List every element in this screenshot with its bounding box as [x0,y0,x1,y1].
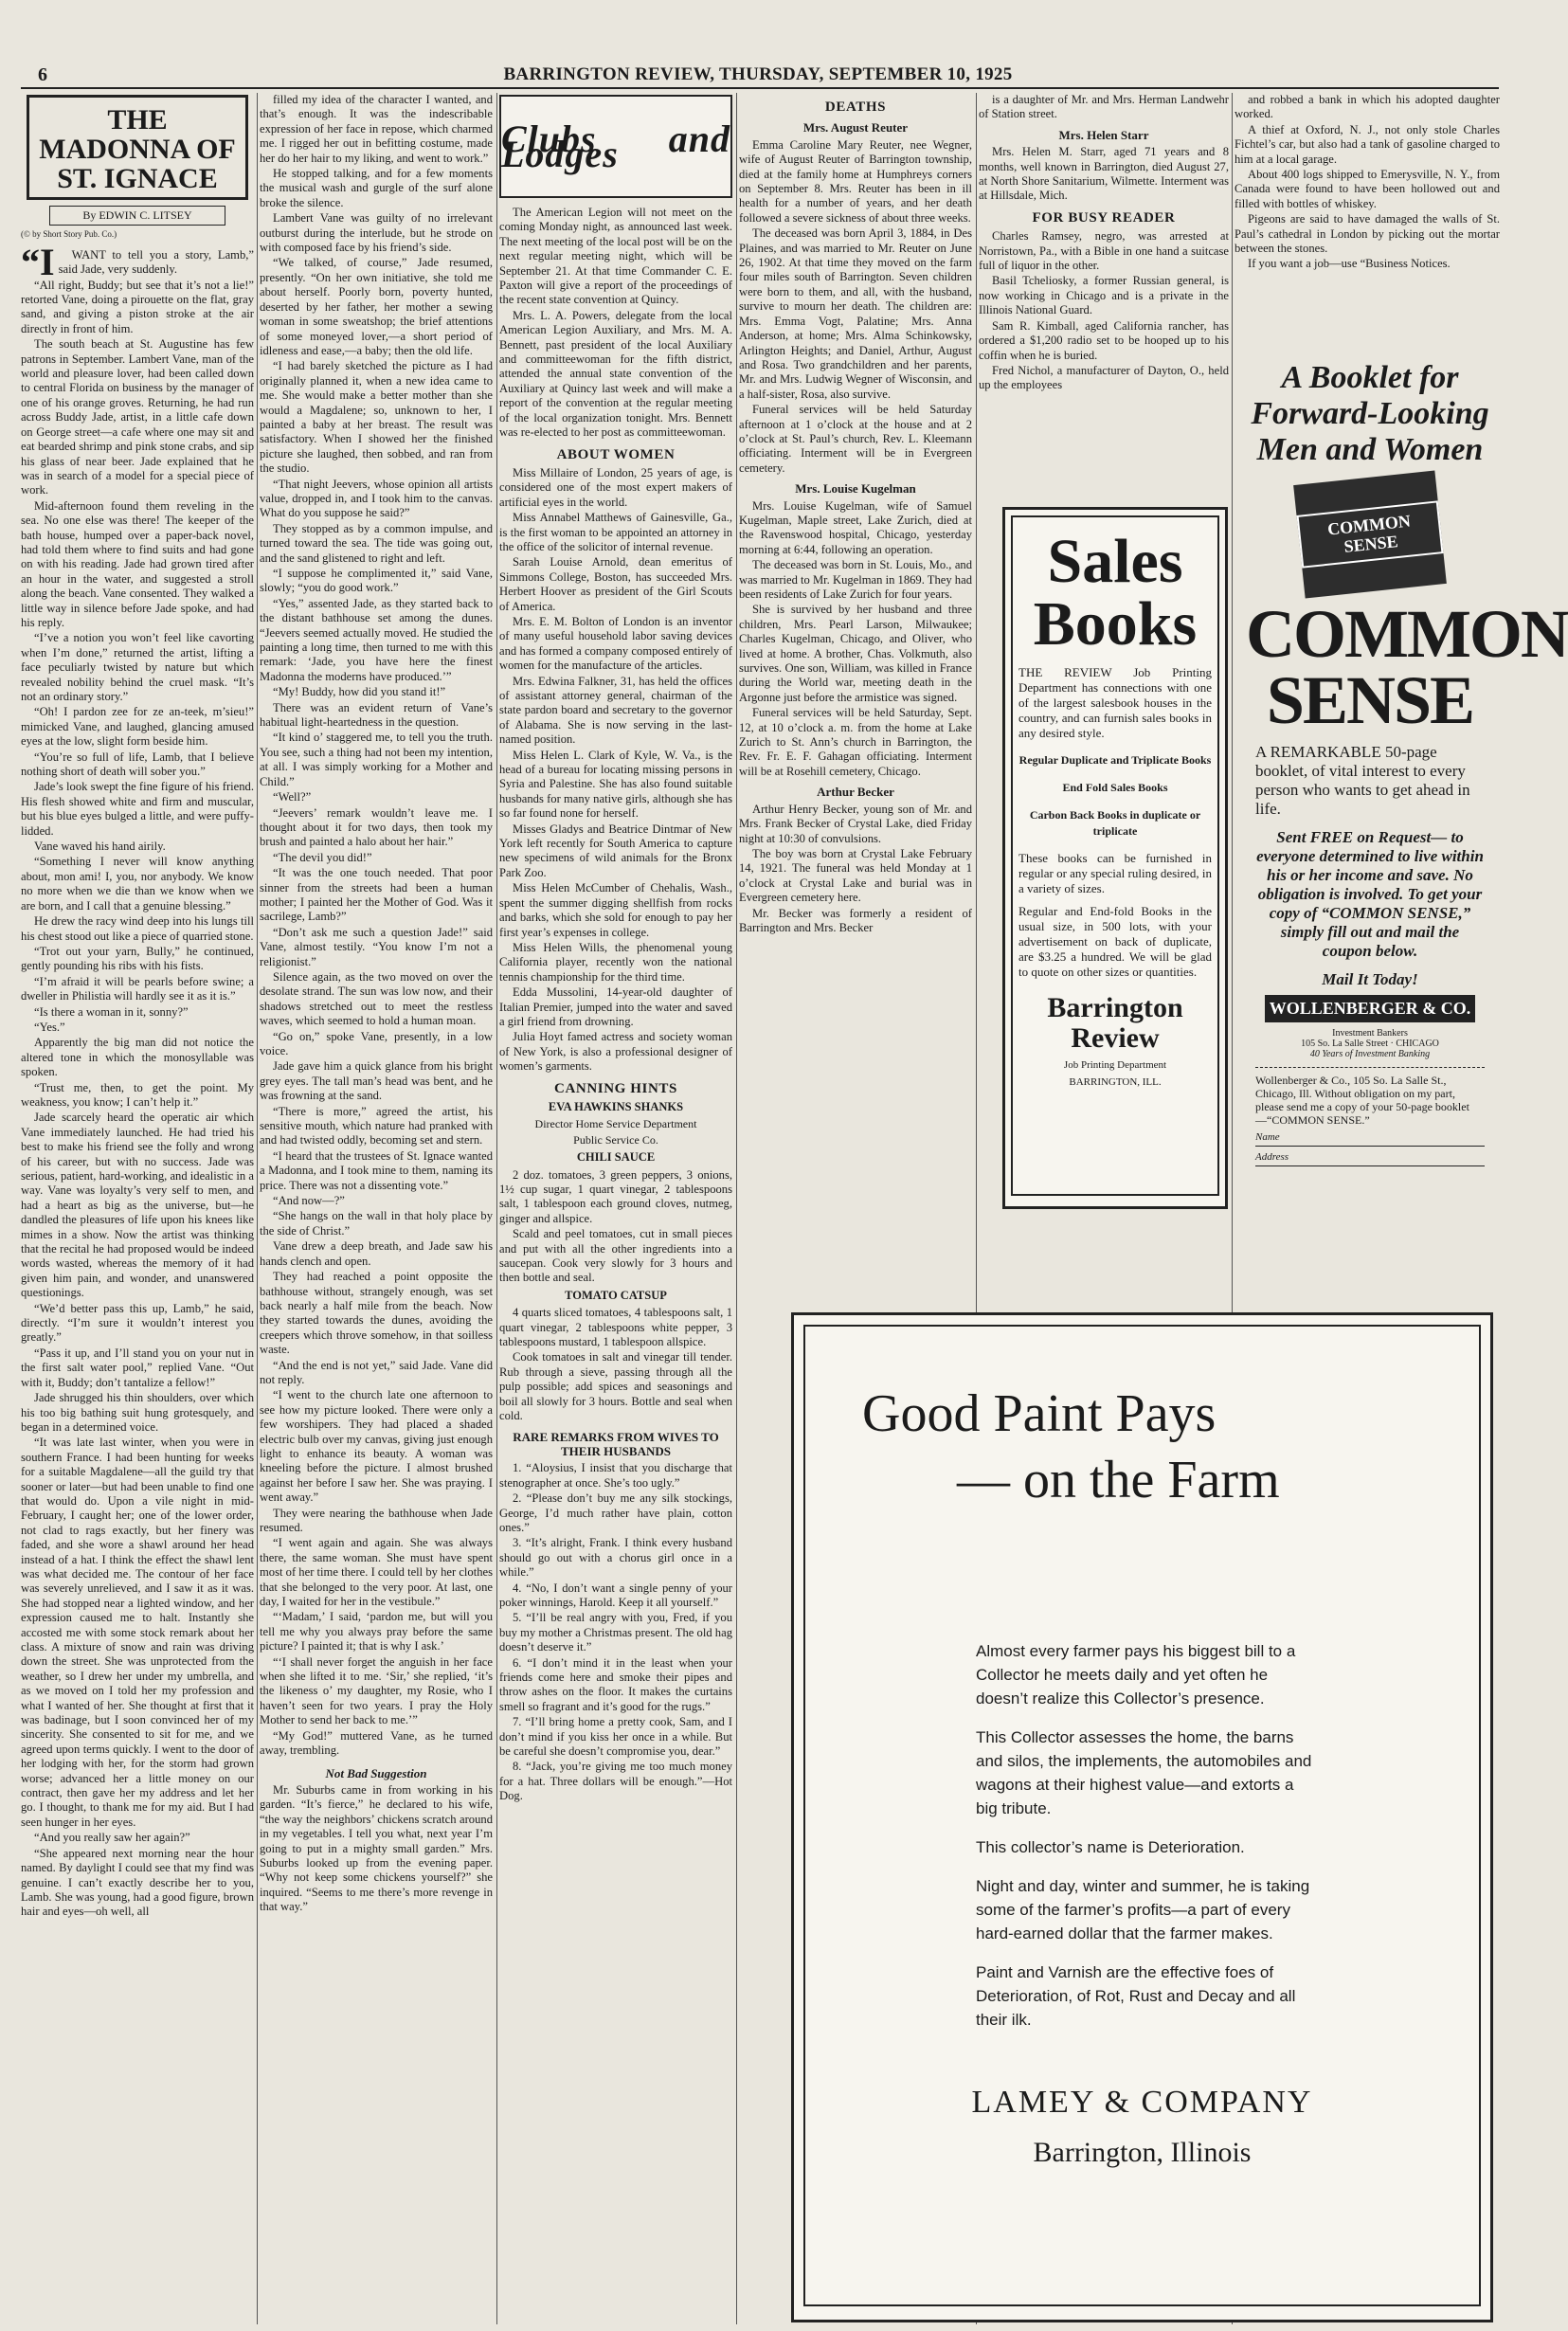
booklet-headline: A Booklet for Forward-Looking Men and Women [1251,360,1489,467]
canning-author-title: Director Home Service Department [534,1117,697,1131]
remark-item: 6. “I don’t mind it in the least when your friends come here and smoke their pipes and throw ashes on the floor. It makes the curtains smell so fragrant and it’s good for the rugs.” [499,1655,732,1713]
coupon-name-field[interactable]: Name [1255,1130,1485,1147]
sales-books-ad [1002,507,1228,1209]
story-paragraph: “We talked, of course,” Jade resumed, presently. “On her own initiative, she told me about herself. Poorly born, poverty hunted, deserted by her father, her mother a sewing woman in some sweatshop; the brief attentions of some moneyed lover,—a short period of idleness and ease,—a baby; then the old life. [260,256,493,357]
remark-item: 4. “No, I don’t want a single penny of your poker winnings, Harold. Keep it all yourself.” [499,1581,732,1609]
story-paragraph: There was an evident return of Vane’s habitual light-heartedness in the question. [260,700,493,730]
lamey-paint-ad [791,1312,1493,2322]
reuter-heading: Mrs. August Reuter [802,120,909,136]
remark-item: 2. “Please don’t buy me any silk stockings, George, I’d much rather have plain, cotton ones.” [499,1491,732,1534]
coupon-address-field[interactable]: Address [1255,1150,1485,1166]
women-heading: ABOUT WOMEN [556,446,676,462]
story-paragraph: “It was the one touch needed. That poor sinner from the streets had been a human mother; I painted her the Mother of God. Was it sacrilege, Lamb?” [260,866,493,924]
canning-author: EVA HAWKINS SHANKS [548,1099,684,1113]
busy-reader-item: Fred Nichol, a manufacturer of Dayton, O., held up the employees [979,363,1229,392]
obituary-paragraph: The deceased was born in St. Louis, Mo., and was married to Mr. Kugelman in 1869. They had been residents of Lake Zurich for four years. [739,558,972,601]
story-paragraph: “Well?” [273,790,312,804]
catsup-method: Cook tomatoes in salt and vinegar till tender. Rub through a sieve, passing through all the pulp possible; add spices and seasonings and boil all slowly for 3 hours. Bottle and seal when cold. [499,1350,732,1423]
lamey-paragraph: Paint and Varnish are the effective foes of Deterioration, of Rot, Rust and Decay and all their ilk. [976,1963,1296,2029]
sales-books-list-item: Regular Duplicate and Triplicate Books [1018,753,1212,767]
wollenberger-logo: WOLLENBERGER & CO. [1265,995,1475,1022]
story-paragraph: “There is more,” agreed the artist, his sensitive mouth, which nature had pranked with and had twisted oddly, becoming set and stern. [260,1104,493,1147]
busy-reader-item: Basil Tcheliosky, a former Russian general, is now working in Chicago and is a private in the Illinois National Guard. [979,274,1229,317]
coupon-text: Wollenberger & Co., 105 So. La Salle St., Chicago, Ill. Without obligation on my part, please send me a copy of your 50-page booklet—“COMMON SENSE.” [1255,1074,1469,1127]
page-header [0,63,1516,85]
clubs-body [499,206,732,441]
booklet-free-offer: Sent FREE on Request— to everyone determined to live within his or her income and save. No obligation is involved. To get your copy of “COMMON SENSE,” simply fill out and mail the coupon below. [1256,828,1484,960]
page-number: 6 [38,64,47,85]
obituary-paragraph: Emma Caroline Mary Reuter, nee Wegner, wife of August Reuter of Barrington township, died at the family home at Humphreys corners on September 8. Mrs. Reuter has been in ill health for a number of years, and her death followed a severe sickness of about three weeks. [739,137,972,225]
story-paragraph: Mid-afternoon found them reveling in the sea. No one else was there! The keeper of the bath house, humped over a paper-back novel, had told them where to find suits and had gone on with his reading. Jade had grown tired after an hour in the water, and suggested a stroll along the beach. Vane consented. They walked a little way in silence before Jade spoke, and had his reply. [21,498,254,629]
story-paragraph: Lambert Vane was guilty of no irrelevant outburst during the interlude, but he strode on with composed face by his friend’s side. [260,211,493,255]
story-paragraph: “That night Jeevers, whose opinion all artists value, dropped in, and I took him to the canvas. What do you suppose he said?” [260,477,493,520]
obituary-paragraph: Mr. Becker was formerly a resident of Barrington and Mrs. Becker [739,906,972,934]
story-paragraph: Jade shrugged his thin shoulders, over which his too big bathing suit hung grotesquely, and began in a determined voice. [21,1391,254,1434]
story-paragraph: Jade gave him a quick glance from his bright grey eyes. The tall man’s head was bent, and he was frowning at the sand. [260,1059,493,1103]
remark-item: 8. “Jack, you’re giving me too much money for a hat. Three dollars will be enough.”—Hot Dog. [499,1760,732,1803]
story-paragraph: WANT to tell you a story, Lamb,” said Jade, very suddenly. [58,247,254,277]
catsup-ingredients: 4 quarts sliced tomatoes, 4 tablespoons salt, 1 quart vinegar, 2 tablespoons white pepper, 3 tablespoons mustard, 1 tablespoon allspice. [499,1306,732,1349]
lamey-headline-2: — on the Farm [957,1451,1280,1509]
story-paragraph: “Trust me, then, to get the point. My weakness, you know; I can’t help it.” [21,1080,254,1109]
story-title: THE MADONNA OF ST. IGNACE [27,95,248,200]
sales-books-title: Sales Books [1033,527,1198,659]
chili-sauce-method: Scald and peel tomatoes, cut in small pieces and put with all the other ingredients into a saucepan. Cook very slowly for 3 hours and then bottle and seal. [499,1227,732,1285]
story-paragraph: “And you really saw her again?” [34,1831,190,1845]
story-paragraph: Jade scarcely heard the operatic air which Vane immediately launched. He had tried his best to make his friend see the folly and wrong of his career, but with no success. Jade was serious, patient, hard-working, and idealistic in a way. Vane was loyalty’s very self to men, and had a heart as big as the universe, but—he dandled the pleasures of life upon his knees like mimes in a show. Now the artist was thinking that the recital he had proposed would be indeed words wasted, whereas the memory of it had given him pain, and wonder, and unanswered questionings. [21,1111,254,1300]
clubs-and-lodges-logo: Clubs and Lodges [499,95,732,198]
job-printing-dept: Job Printing Department [1063,1059,1167,1071]
becker-heading: Arthur Becker [817,785,894,800]
story-paragraph: They had reached a point opposite the bathhouse without, strangely enough, was set back nearly a half mile from the beach. Now they started towards the dunes, avoiding the creepers which throve somehow, in that soilless waste. [260,1270,493,1357]
sales-books-text-3: Regular and End-fold Books in the usual size, in 500 lots, with your advertisement on back of duplicate, are $3.25 a hundred. We will be glad to quote on other sizes or quantities. [1018,904,1212,979]
clubs-paragraph: Mrs. L. A. Powers, delegate from the local American Legion Auxiliary, and Mrs. M. A. Bennett, past president of the local Auxiliary and committeewoman for the fifth district, attended the annual state convention of the Auxiliary at Quincy last week and will make a report of the convention at the regular meeting of the local organization tonight. Mrs. Bennett was re-elected to her post as committeewoman. [499,308,732,440]
catsup-heading: TOMATO CATSUP [565,1288,667,1302]
story-paragraph: “Trot out your yarn, Bully,” he continued, gently pounding his ribs with his fists. [21,944,254,973]
story-column-2 [260,93,493,2324]
story-paragraph: “I went to the church late one afternoon to see how my picture looked. There were only a few worshipers. They had placed a shaded electric bulb over my canvas, giving just enough light to enhance its beauty. A woman was kneeling before the picture. I almost brushed against her before I saw her. She was praying. I went away.” [260,1388,493,1505]
news-brief: Pigeons are said to have damaged the walls of St. Paul’s cathedral in London by picking out the mortar between the stones. [1235,212,1500,256]
remarks-body [499,1461,732,1803]
news-brief: and robbed a bank in which his adopted daughter worked. [1235,93,1500,121]
story-paragraph: “She appeared next morning near the hour named. By daylight I could see that my find was genuine. I can’t exactly describe her to you, Lamb. She was young, had a good figure, brown hair and eyes—oh well, all [21,1846,254,1919]
common-sense-title: COMMON SENSE [1246,596,1568,738]
story-paragraph: “And now—?” [273,1194,345,1208]
lamey-paragraph: This Collector assesses the home, the barns and silos, the implements, the automobiles and wagons at their highest value—and extorts a big tribute. [976,1728,1312,1817]
story-paragraph: “I’m afraid it will be pearls before swine; a dweller in Philistia will hardly see it as it is.” [21,974,254,1003]
canning-heading: CANNING HINTS [554,1080,677,1096]
kugelman-heading: Mrs. Louise Kugelman [795,481,916,497]
news-brief: A thief at Oxford, N. J., not only stole Charles Fichtel’s car, but also had a tank of gasoline charged to him at a local garage. [1235,122,1500,166]
sales-books-text-2: These books can be furnished in regular or any special ruling desired, in a variety of sizes. [1018,851,1212,895]
women-paragraph: Miss Annabel Matthews of Gainesville, Ga., is the first woman to be appointed an attorney in the office of the solicitor of internal revenue. [499,511,732,553]
story-paragraph: “I went again and again. She was always there, the same woman. She must have spent most of her time there. I could tell by her clothes that she belonged to the very poor. At last, one day, I waited for her in the vestibule.” [260,1536,493,1609]
story-paragraph: “All right, Buddy; but see that it’s not a lie!” retorted Vane, doing a pirouette on the flat, gray sand, and giving a piston stroke at the air directly in front of him. [21,278,254,335]
story-paragraph: “She hangs on the wall in that holy place by the side of Christ.” [260,1209,493,1238]
story-paragraph: “It was late last winter, when you were in southern France. I had been hunting for weeks for a suitable Magdalene—all the guild try that sooner or later—but had been unable to find one that would do. Upon a vile night in mid-February, I caught her; one of the lower order, not clad to rags exactly, but her finery was faded, and she wore a shawl around her head instead of a hat. I think the effect the shawl lent was what decided me. The contour of her face was severely unrelieved, and I saw it as it was. She had stopped near a lighted window, and her expression caused me to halt. Instantly she accosted me with some stock remark about her class. A mixture of snow and rain was driving down the street. She was unprotected from the weather, so I drew her under my umbrella, and as we moved on I told her my profession and what I wanted of her. She thought at first that it was badinage, but I soon convinced her of my sincerity. She consented to sit for me, and we agreed upon terms quickly. I went to the door of her lodging with her, for the storm had grown worse; advanced her a little money on our contract, then gave her my address and let her go. I thought, to thank me for my aid. But I had seen hunger in her eyes. [21,1436,254,1829]
story-dropcap: “I [21,240,55,283]
women-body [499,466,732,1075]
clubs-column [499,93,732,2324]
wollenberger-address: 105 So. La Salle Street · CHICAGO [1301,1039,1439,1049]
story-paragraph: Vane drew a deep breath, and Jade saw his hands clench and open. [260,1239,493,1268]
column-divider [496,93,497,2324]
clubs-paragraph: The American Legion will not meet on the coming Monday night, as announced last week. The next meeting of the local post will be on the next regular meeting night, which will be September 21. At that time Commander C. E. Paxton will give a report of the proceedings of the recent state convention at Quincy. [499,206,732,307]
story-paragraph: filled my idea of the character I wanted, and that’s enough. It was the indescribable expression of her face in repose, which charmed me. I rigged her out in befitting costume, made her do her hair to my liking, and went to work.” [260,93,493,165]
reuter-obituary [739,138,972,476]
lamey-company-name: LAMEY & COMPANY [971,2085,1313,2120]
women-paragraph: Edda Mussolini, 14-year-old daughter of Italian Premier, jumped into the water and saved a girl friend from drowning. [499,985,732,1028]
story-paragraph: “Don’t ask me such a question Jade!” said Vane, almost testily. “You know I’m not a religionist.” [260,925,493,968]
sales-books-list-item: End Fold Sales Books [1062,781,1168,794]
lamey-paragraph: This collector’s name is Deterioration. [976,1838,1245,1856]
column-divider [736,93,737,2324]
remarks-heading: RARE REMARKS FROM WIVES TO THEIR HUSBANDS [513,1429,719,1458]
canning-company: Public Service Co. [573,1132,658,1147]
barrington-review-brand: Barrington Review [1047,992,1183,1054]
lamey-paragraph: Almost every farmer pays his biggest bill to a Collector he meets daily and yet often he doesn’t realize this Collector’s presence. [976,1642,1296,1708]
women-paragraph: Miss Millaire of London, 25 years of age, is considered one of the most expert makers of artificial eyes in the world. [499,465,732,509]
story-paragraph: “Oh! I pardon zee for ze an-teek, m’sieu!” mimicked Vane, and laughed, glancing amused eyes at the low, slight form beside him. [21,705,254,749]
women-paragraph: Sarah Louise Arnold, dean emeritus of Simmons College, Boston, has succeeded Mrs. Herbert Hoover as president of the Girl Scouts of America. [499,555,732,613]
story-copyright: (© by Short Story Pub. Co.) [21,229,117,240]
story-paragraph: “Is there a woman in it, sonny?” [34,1004,189,1019]
story-paragraph: Vane waved his hand airily. [34,840,166,854]
busy-reader-column [979,93,1229,500]
story-paragraph: Jade’s look swept the fine figure of his friend. His flesh showed white and firm and muscular, but his blue eyes bulged a little, and were puffy-lidded. [21,780,254,838]
lamey-body [976,1639,1317,2047]
news-brief: About 400 logs shipped to Emerysville, N. Y., from Canada were found to have been hollowed out and filled with bottles of whiskey. [1235,168,1500,210]
booklet-description: A REMARKABLE 50-page booklet, of vital interest to every person who wants to get ahead in life. [1255,743,1470,818]
story-paragraph: “I’ve a notion you won’t feel like cavorting when I’m done,” returned the artist, lifting a face peculiarly twisted by nature but which revealed nobility behind the cruel mask. “It’s not an ordinary story.” [21,631,254,703]
common-sense-booklet-ad [1246,351,1568,1274]
busy-reader-body [979,229,1229,392]
suggestion-text: Mr. Suburbs came in from working in his garden. “It’s fierce,” he declared to his wife, “the way the neighbors’ chickens scratch around in my vegetables. I tell you what, next year I’m going to put in a mighty small garden.” Mrs. Suburbs looked up from the evening paper. “Why not keep some chickens yourself?” she inquired. “Seems to me there’s more revenge in that way.” [260,1782,493,1914]
story-paragraph: “Go on,” spoke Vane, presently, in a low voice. [260,1029,493,1057]
women-paragraph: Miss Helen L. Clark of Kyle, W. Va., is the head of a bureau for locating missing persons in Syria and Palestine. She has also found suitable husbands for many native girls, although she has so far found none for herself. [499,748,732,821]
story-paragraph: “Pass it up, and I’ll stand you on your nut in the first salt water pool,” replied Vane. “Out with it, Buddy; don’t tantalize a fellow!” [21,1346,254,1389]
obituary-paragraph: Funeral services will be held Saturday, Sept. 12, at 10 o’clock a. m. from the home at Lake Zurich to St. Ann’s church in Barrington, the Rev. Fr. E. F. Gahagan officiating. Interment will be at Rosehill cemetery, Chicago. [739,706,972,778]
story-paragraph: “And the end is not yet,” said Jade. Vane did not reply. [260,1358,493,1386]
busy-reader-item: Charles Ramsey, negro, was arrested at Norristown, Pa., with a Bible in one hand a suitcase full of liquor in the other. [979,229,1229,273]
story-body [21,240,254,1920]
story-column-1 [21,93,254,2324]
sales-books-text: THE REVIEW Job Printing Department has connections with one of the largest salesbook houses in the country, and can furnish sales books in any desired style. [1018,665,1212,740]
story-paragraph: “‘Madam,’ I said, ‘pardon me, but will you tell me why you always pray before the same picture? I painted it; that is why I ask.’ [260,1610,493,1653]
story-paragraph: Apparently the big man did not notice the altered tone in which the monosyllable was spoken. [21,1036,254,1079]
obituary-paragraph: Mrs. Louise Kugelman, wife of Samuel Kugelman, Maple street, Lake Zurich, died at the Ravenswood hospital, Chicago, yesterday morning at 6:44, following an operation. [739,498,972,556]
women-paragraph: Miss Helen Wills, the phenomenal young California player, recently won the national tennis championship for the third time. [499,940,732,984]
deaths-heading: DEATHS [824,99,887,115]
sales-books-list [1018,752,1212,840]
becker-obituary [739,803,972,936]
lamey-paragraph: Night and day, winter and summer, he is taking some of the farmer’s profits—a part of every hard-earned dollar that the farmer makes. [976,1877,1310,1942]
starr-heading: Mrs. Helen Starr [1058,127,1149,142]
column-divider [257,93,258,2324]
remark-item: 1. “Aloysius, I insist that you discharge that stenographer at once. She’s too ugly.” [499,1461,732,1490]
story-paragraph: “The devil you did!” [273,850,372,864]
story-paragraph: “I suppose he complimented it,” said Vane, slowly; “you do good work.” [260,567,493,595]
women-paragraph: Misses Gladys and Beatrice Dintmar of New York left recently for South America to capture new specimens of wild animals for the Bronx Park Zoo. [499,822,732,879]
story-paragraph: “You’re so full of life, Lamb, that I believe nothing short of death will sober you.” [21,750,254,779]
obituary-paragraph: The boy was born at Crystal Lake February 14, 1921. The funeral was held Monday at 1 o’clock at Crystal Lake and burial was in Evergreen cemetery here. [739,846,972,905]
women-paragraph: Julia Hoyt famed actress and society woman of New York, is also a professional designer of women’s garments. [499,1030,732,1074]
masthead: BARRINGTON REVIEW, THURSDAY, SEPTEMBER 10, 1925 [503,64,1013,84]
obituary-paragraph: She is survived by her husband and three children, Mrs. Pearl Larson, Milwaukee; Charles Kugelman, Chicago, and Oliver, who lived at home. A brother, Chas. Volkmuth, also survives. One son, William, was killed in France during the World war, meeting death in the Argonne just before the armistice was signed. [739,603,972,704]
booklet-cover: COMMON SENSE [1293,470,1447,598]
obituary-paragraph: Arthur Henry Becker, young son of Mr. and Mrs. Frank Becker of Crystal Lake, died Friday night at 10:30 of convulsions. [739,802,972,845]
booklet-coupon[interactable] [1255,1067,1485,1166]
story-paragraph: They stopped as by a common impulse, and turned toward the sea. The tide was going out, and the sand glistened to right and left. [260,521,493,565]
story-paragraph: “I heard that the trustees of St. Ignace wanted a Madonna, and I took mine to them, naming its price. There was not a dissenting vote.” [260,1148,493,1192]
women-paragraph: Mrs. Edwina Falkner, 31, has held the offices of assistant attorney general, chairman of the state pardon board and secretary to the governor of Alabama. She is now serving in the last-named position. [499,674,732,747]
obituary-paragraph: Funeral services will be held Saturday afternoon at 1 o’clock at the house and at 2 o’clock at St. Paul’s church, Rev. L. Kleemann officiating. Interment will be in Evergreen cemetery. [739,403,972,475]
story-paragraph: Silence again, as the two moved on over the desolate strand. The sun was low now, and their shadows stretched out to meet the restless waves, which seemed to hold a human moan. [260,969,493,1028]
story-paragraph: He drew the racy wind deep into his lungs till his chest stood out like a piece of quarried stone. [21,914,254,943]
story-paragraph: “Yes,” assented Jade, as they started back to the distant bathhouse set among the dunes. “Jeevers seemed actually moved. He studied the painting a long time, then turned to me with this remark: ‘Jade, you have here the finest Madonna the moderns have produced.’” [260,596,493,683]
obituary-paragraph: The deceased was born April 3, 1884, in Des Plaines, and was married to Mr. Reuter on June 26, 1902. At that time they moved on the farm four miles south of Barrington. Seven children were born to them, and all, with the husband, survive to mourn her death. The children are: Mrs. Emma Vogt, Palatine; Mrs. Anna Anderson, at home; Mrs. Alma Schinkowsky, Arlington Heights; and Daniel, Arthur, August and Rosa. Two grandchildren and her parents, Mr. and Mrs. Ludwig Wegner of Wisconsin, and a half-sister, Rosa, also survive. [739,226,972,401]
story-paragraph: “It kind o’ staggered me, to tell you the truth. You see, such a thing had not been my intention, at all. I was simply working for a Mother and Child.” [260,731,493,788]
wollenberger-years: 40 Years of Investment Banking [1309,1049,1431,1059]
story-paragraph: “My God!” muttered Vane, as he turned away, trembling. [260,1728,493,1758]
header-rule [21,87,1499,89]
story-paragraph: “Yes.” [34,1020,65,1034]
chili-sauce-ingredients: 2 doz. tomatoes, 3 green peppers, 3 onions, 1½ cup sugar, 1 quart vinegar, 2 tablespoons salt, 1 tablespoon each ground cloves, nutmeg, ginger and allspice. [499,1167,732,1225]
story-paragraph: “My! Buddy, how did you stand it!” [273,685,446,699]
busy-reader-item: Sam R. Kimball, aged California rancher, has ordered a $1,200 radio set to be hooped up to his coffin when he is buried. [979,318,1229,362]
story-paragraph: He stopped talking, and for a few moments the musical wash and gurgle of the surf alone broke the silence. [260,167,493,209]
kugelman-obituary [739,499,972,780]
busy-reader-heading: FOR BUSY READER [1032,209,1176,226]
suggestion-heading: Not Bad Suggestion [325,1765,427,1780]
story-paragraph: “‘I shall never forget the anguish in her face when she lifted it to me. ‘Sir,’ she replied, ‘it’s the likeness o’ my daughter, my Rosie, who I haven’t seen for two years. I pray the Holy Mother to send her back to me.’” [260,1654,493,1727]
story-paragraph: “We’d better pass this up, Lamb,” he said, directly. “I’m sure it wouldn’t interest you greatly.” [21,1301,254,1345]
story-paragraph: They were nearing the bathhouse when Jade resumed. [260,1506,493,1534]
starr-obituary: Mrs. Helen M. Starr, aged 71 years and 8 months, well known in Barrington, died August 27, at North Shore Sanitarium, Wilmette. Interment was at Hillsdale, Mich. [979,145,1229,203]
lamey-headline-1: Good Paint Pays [862,1384,1217,1443]
women-paragraph: Mrs. E. M. Bolton of London is an inventor of many useful household labor saving devices and has formed a company composed entirely of women for the manufacture of the articles. [499,614,732,673]
story-paragraph: “Jeevers’ remark wouldn’t leave me. I thought about it for two days, then took my brush and painted a halo about her hair.” [260,805,493,849]
story-byline: By EDWIN C. LITSEY [49,206,225,226]
story-paragraph: “Something I never will know anything about, mon ami! I, you, nor anybody. We know no more when we die than we know when we are born, and I call that a genuine blessing.” [21,855,254,913]
wollenberger-sub: Investment Bankers [1332,1028,1408,1039]
sales-ad-city: BARRINGTON, ILL. [1069,1076,1162,1088]
remark-item: 3. “It’s alright, Frank. I think every husband should go out with a chorus girl once in a while.” [499,1536,732,1580]
mail-it-today: Mail It Today! [1322,970,1418,988]
sales-books-list-item: Carbon Back Books in duplicate or triplicate [1029,808,1201,838]
lamey-address: Barrington, Illinois [1033,2137,1252,2168]
story-paragraph: The south beach at St. Augustine has few patrons in September. Lambert Vane, man of the world and pleasure lover, had been called down to central Florida on business by the manager of one of his orange groves. Returning, he had run across Buddy Jade, artist, in a little cafe down on George street—a cafe where one may sit and eat bearded shrimp and pink stone crabs, and sip his glass of near beer. Jade explained that he was in search of a model for a special piece of work. [21,337,254,497]
women-paragraph: Miss Helen McCumber of Chehalis, Wash., spent the summer digging shellfish from rocks and barks, which she sold for enough to pay her first year’s expenses in college. [499,881,732,939]
landwehr-text: is a daughter of Mr. and Mrs. Herman Landwehr of Station street. [979,93,1229,121]
news-briefs-body [1235,93,1500,272]
remark-item: 7. “I’ll bring home a pretty cook, Sam, and I don’t mind if you kiss her once in a while. But be careful she doesn’t compromise you, dear.” [499,1715,732,1759]
story-paragraph: “I had barely sketched the picture as I had originally planned it, when a new idea came to me. She would make a better mother than she would a Magdalene; so, unknown to her, I painted a baby at her breast. The result was satisfactory. When I showed her the finished picture she laughed, then sobbed, and ran from the studio. [260,359,493,476]
remark-item: 5. “I’ll be real angry with you, Fred, if you buy my mother a Christmas present. The old hag doesn’t deserve it.” [499,1611,732,1654]
news-brief: If you want a job—use “Business Notices. [1248,257,1451,271]
news-briefs-column [1235,93,1500,349]
chili-sauce-heading: CHILI SAUCE [576,1150,656,1165]
story-body-continued [260,93,493,1759]
